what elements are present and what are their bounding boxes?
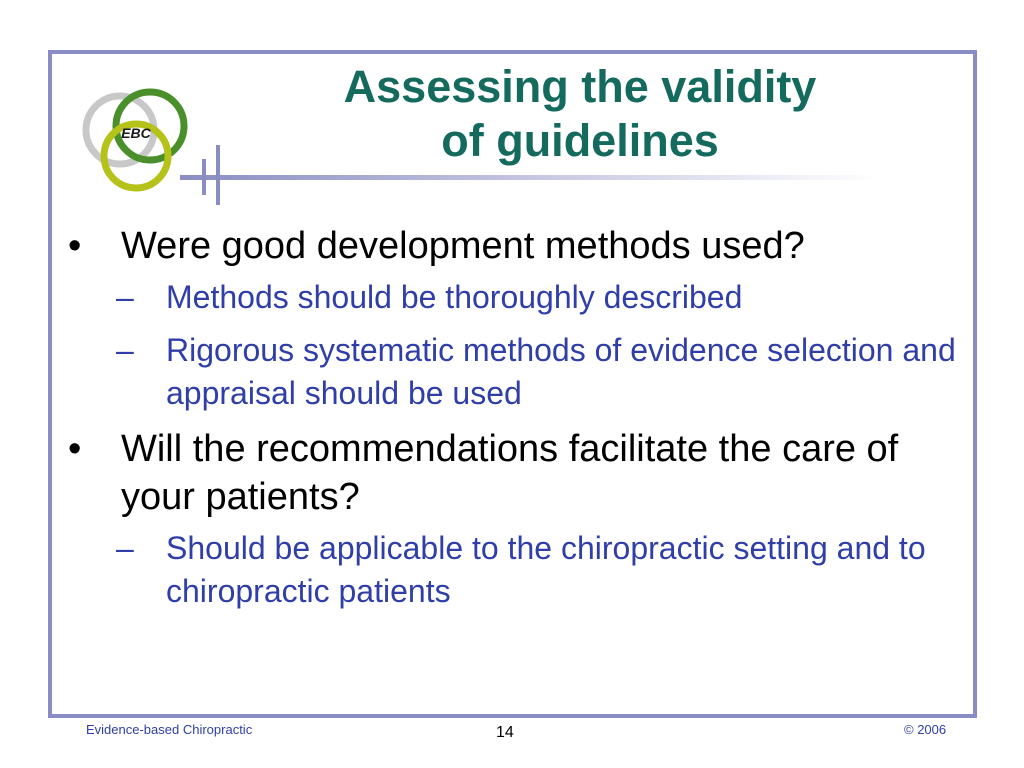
footer-copyright: © 2006: [904, 722, 947, 737]
logo-text: EBC: [121, 125, 151, 141]
sub-bullet-mark: –: [116, 332, 134, 368]
bullet-2-text: Will the recommendations facilitate the care of your patients?: [121, 428, 899, 518]
sub-bullet-2-1: [58, 527, 958, 613]
slide-body: [58, 222, 958, 623]
bullet-1: [58, 222, 958, 270]
footer-course-name: Evidence-based Chiropractic: [86, 722, 253, 737]
bullet-mark: •: [68, 225, 82, 267]
sub-bullet-1-2-text: Rigorous systematic methods of evidence selection and appraisal should be used: [166, 332, 956, 411]
bullet-mark: •: [68, 428, 82, 470]
sub-bullet-2-1-text: Should be applicable to the chiropractic setting and to chiropractic patients: [166, 530, 926, 609]
title-line-2: of guidelines: [441, 115, 719, 166]
slide-title: [250, 60, 910, 168]
sub-bullet-1-1: [58, 276, 958, 319]
sub-bullet-1-2: [58, 329, 958, 415]
sub-bullet-mark: –: [116, 530, 134, 566]
bullet-1-text: Were good development methods used?: [121, 225, 805, 267]
sub-bullet-1-1-text: Methods should be thoroughly described: [166, 279, 743, 315]
footer-slide-number: 14: [496, 724, 514, 741]
title-line-1: Assessing the validity: [343, 61, 817, 112]
sub-bullet-mark: –: [116, 279, 134, 315]
bullet-2: [58, 425, 958, 521]
